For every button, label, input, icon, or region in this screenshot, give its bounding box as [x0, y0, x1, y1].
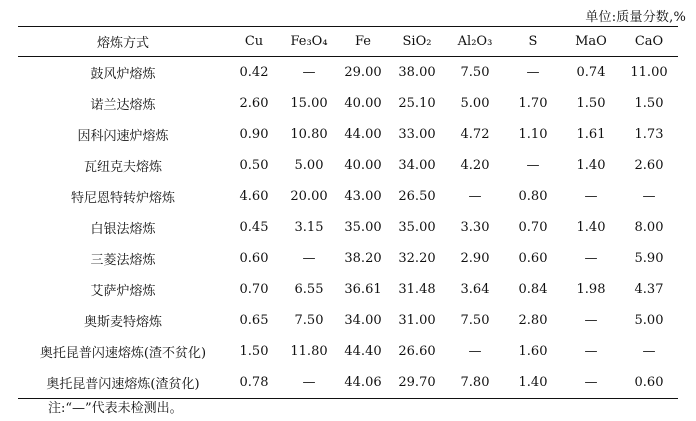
cell-mgo: 0.74 [576, 65, 606, 80]
cell-fe: 36.61 [344, 282, 382, 297]
table-row [18, 274, 678, 305]
table-row [18, 181, 678, 212]
table-row [18, 119, 678, 150]
cell-fe: 44.06 [344, 375, 382, 390]
table-row [18, 57, 678, 89]
cell-mgo: 1.40 [576, 220, 606, 235]
cell-cu: 0.50 [239, 158, 269, 173]
header-cao: CaO [634, 34, 664, 49]
cell-cao: — [642, 344, 656, 359]
cell-fe3o4: 10.80 [290, 127, 328, 142]
cell-mgo: — [584, 375, 598, 390]
cell-al2o3: 7.50 [460, 65, 490, 80]
cell-s: 0.60 [518, 251, 548, 266]
cell-method: 奥托昆普闪速熔炼(渣不贫化) [39, 346, 207, 361]
cell-cu: 1.50 [239, 344, 269, 359]
cell-method: 奥托昆普闪速熔炼(渣贫化) [46, 377, 200, 392]
cell-fe: 43.00 [344, 189, 382, 204]
table-row [18, 88, 678, 119]
cell-cu: 0.60 [239, 251, 269, 266]
cell-s: 1.60 [518, 344, 548, 359]
cell-sio2: 26.50 [398, 189, 436, 204]
cell-cao: 11.00 [630, 65, 668, 80]
cell-mgo: 1.50 [576, 96, 606, 111]
cell-s: 0.70 [518, 220, 548, 235]
cell-cu: 0.42 [239, 65, 269, 80]
cell-s: 0.80 [518, 189, 548, 204]
slag-composition-table [18, 26, 678, 399]
cell-cu: 0.70 [239, 282, 269, 297]
cell-cu: 0.78 [239, 375, 269, 390]
cell-mgo: 1.40 [576, 158, 606, 173]
table-row [18, 212, 678, 243]
table-footnote: 注:“—”代表未检测出。 [48, 401, 183, 416]
cell-al2o3: 7.50 [460, 313, 490, 328]
cell-cao: 5.00 [634, 313, 664, 328]
cell-fe3o4: 15.00 [290, 96, 328, 111]
cell-cao: 1.50 [634, 96, 664, 111]
cell-mgo: — [584, 189, 598, 204]
cell-al2o3: 5.00 [460, 96, 490, 111]
header-s: S [528, 34, 538, 49]
table-row [18, 367, 678, 399]
table-row [18, 243, 678, 274]
cell-s: 1.70 [518, 96, 548, 111]
cell-sio2: 26.60 [398, 344, 436, 359]
cell-s: 2.80 [518, 313, 548, 328]
cell-s: — [526, 65, 540, 80]
cell-method: 三菱法熔炼 [90, 253, 156, 268]
table-row [18, 150, 678, 181]
unit-note: 单位:质量分数,% [585, 10, 686, 25]
cell-cu: 0.65 [239, 313, 269, 328]
cell-cao: — [642, 189, 656, 204]
header-fe3o4: Fe₃O₄ [290, 34, 328, 49]
cell-sio2: 32.20 [398, 251, 436, 266]
cell-method: 鼓风炉熔炼 [90, 67, 156, 82]
cell-sio2: 38.00 [398, 65, 436, 80]
cell-cao: 2.60 [634, 158, 664, 173]
table-row [18, 336, 678, 367]
cell-cao: 0.60 [634, 375, 664, 390]
cell-fe: 29.00 [344, 65, 382, 80]
cell-al2o3: 4.72 [460, 127, 490, 142]
cell-fe3o4: 6.55 [294, 282, 324, 297]
cell-fe: 34.00 [344, 313, 382, 328]
cell-mgo: 1.98 [576, 282, 606, 297]
cell-sio2: 33.00 [398, 127, 436, 142]
cell-s: 1.10 [518, 127, 548, 142]
cell-s: 1.40 [518, 375, 548, 390]
cell-method: 奥斯麦特熔炼 [83, 315, 162, 330]
cell-sio2: 31.00 [398, 313, 436, 328]
cell-mgo: — [584, 251, 598, 266]
cell-method: 诺兰达熔炼 [90, 98, 156, 113]
cell-method: 瓦纽克夫熔炼 [83, 160, 162, 175]
cell-fe: 38.20 [344, 251, 382, 266]
cell-al2o3: — [468, 189, 482, 204]
header-method: 熔炼方式 [96, 36, 149, 51]
cell-sio2: 35.00 [398, 220, 436, 235]
cell-al2o3: 7.80 [460, 375, 490, 390]
cell-cao: 1.73 [634, 127, 664, 142]
cell-fe3o4: 11.80 [290, 344, 328, 359]
cell-method: 艾萨炉熔炼 [90, 284, 156, 299]
cell-sio2: 29.70 [398, 375, 436, 390]
cell-fe3o4: — [302, 251, 316, 266]
cell-s: 0.84 [518, 282, 548, 297]
cell-fe3o4: 20.00 [290, 189, 328, 204]
cell-method: 特尼恩特转炉熔炼 [70, 191, 175, 206]
cell-method: 白银法熔炼 [90, 222, 156, 237]
cell-al2o3: — [468, 344, 482, 359]
cell-fe: 40.00 [344, 158, 382, 173]
cell-sio2: 34.00 [398, 158, 436, 173]
cell-fe3o4: 7.50 [294, 313, 324, 328]
header-row [18, 27, 678, 57]
cell-cu: 4.60 [239, 189, 269, 204]
cell-cao: 4.37 [634, 282, 664, 297]
cell-cu: 0.45 [239, 220, 269, 235]
header-fe: Fe [354, 34, 371, 49]
cell-al2o3: 3.30 [460, 220, 490, 235]
cell-cu: 0.90 [239, 127, 269, 142]
cell-fe: 44.40 [344, 344, 382, 359]
cell-fe: 35.00 [344, 220, 382, 235]
cell-mgo: — [584, 344, 598, 359]
header-sio2: SiO₂ [402, 34, 432, 49]
header-cu: Cu [244, 34, 264, 49]
cell-fe: 44.00 [344, 127, 382, 142]
header-al2o3: Al₂O₃ [457, 34, 493, 49]
header-mgo: MaO [575, 34, 607, 49]
cell-mgo: — [584, 313, 598, 328]
cell-fe3o4: — [302, 375, 316, 390]
cell-al2o3: 3.64 [460, 282, 490, 297]
cell-cu: 2.60 [239, 96, 269, 111]
cell-fe: 40.00 [344, 96, 382, 111]
cell-method: 因科闪速炉熔炼 [77, 129, 169, 144]
cell-sio2: 25.10 [398, 96, 436, 111]
table-row [18, 305, 678, 336]
cell-al2o3: 2.90 [460, 251, 490, 266]
cell-s: — [526, 158, 540, 173]
composition-table-container [18, 26, 678, 399]
cell-mgo: 1.61 [576, 127, 606, 142]
cell-sio2: 31.48 [398, 282, 436, 297]
cell-cao: 5.90 [634, 251, 664, 266]
cell-fe3o4: 5.00 [294, 158, 324, 173]
cell-fe3o4: 3.15 [294, 220, 324, 235]
cell-cao: 8.00 [634, 220, 664, 235]
cell-fe3o4: — [302, 65, 316, 80]
cell-al2o3: 4.20 [460, 158, 490, 173]
